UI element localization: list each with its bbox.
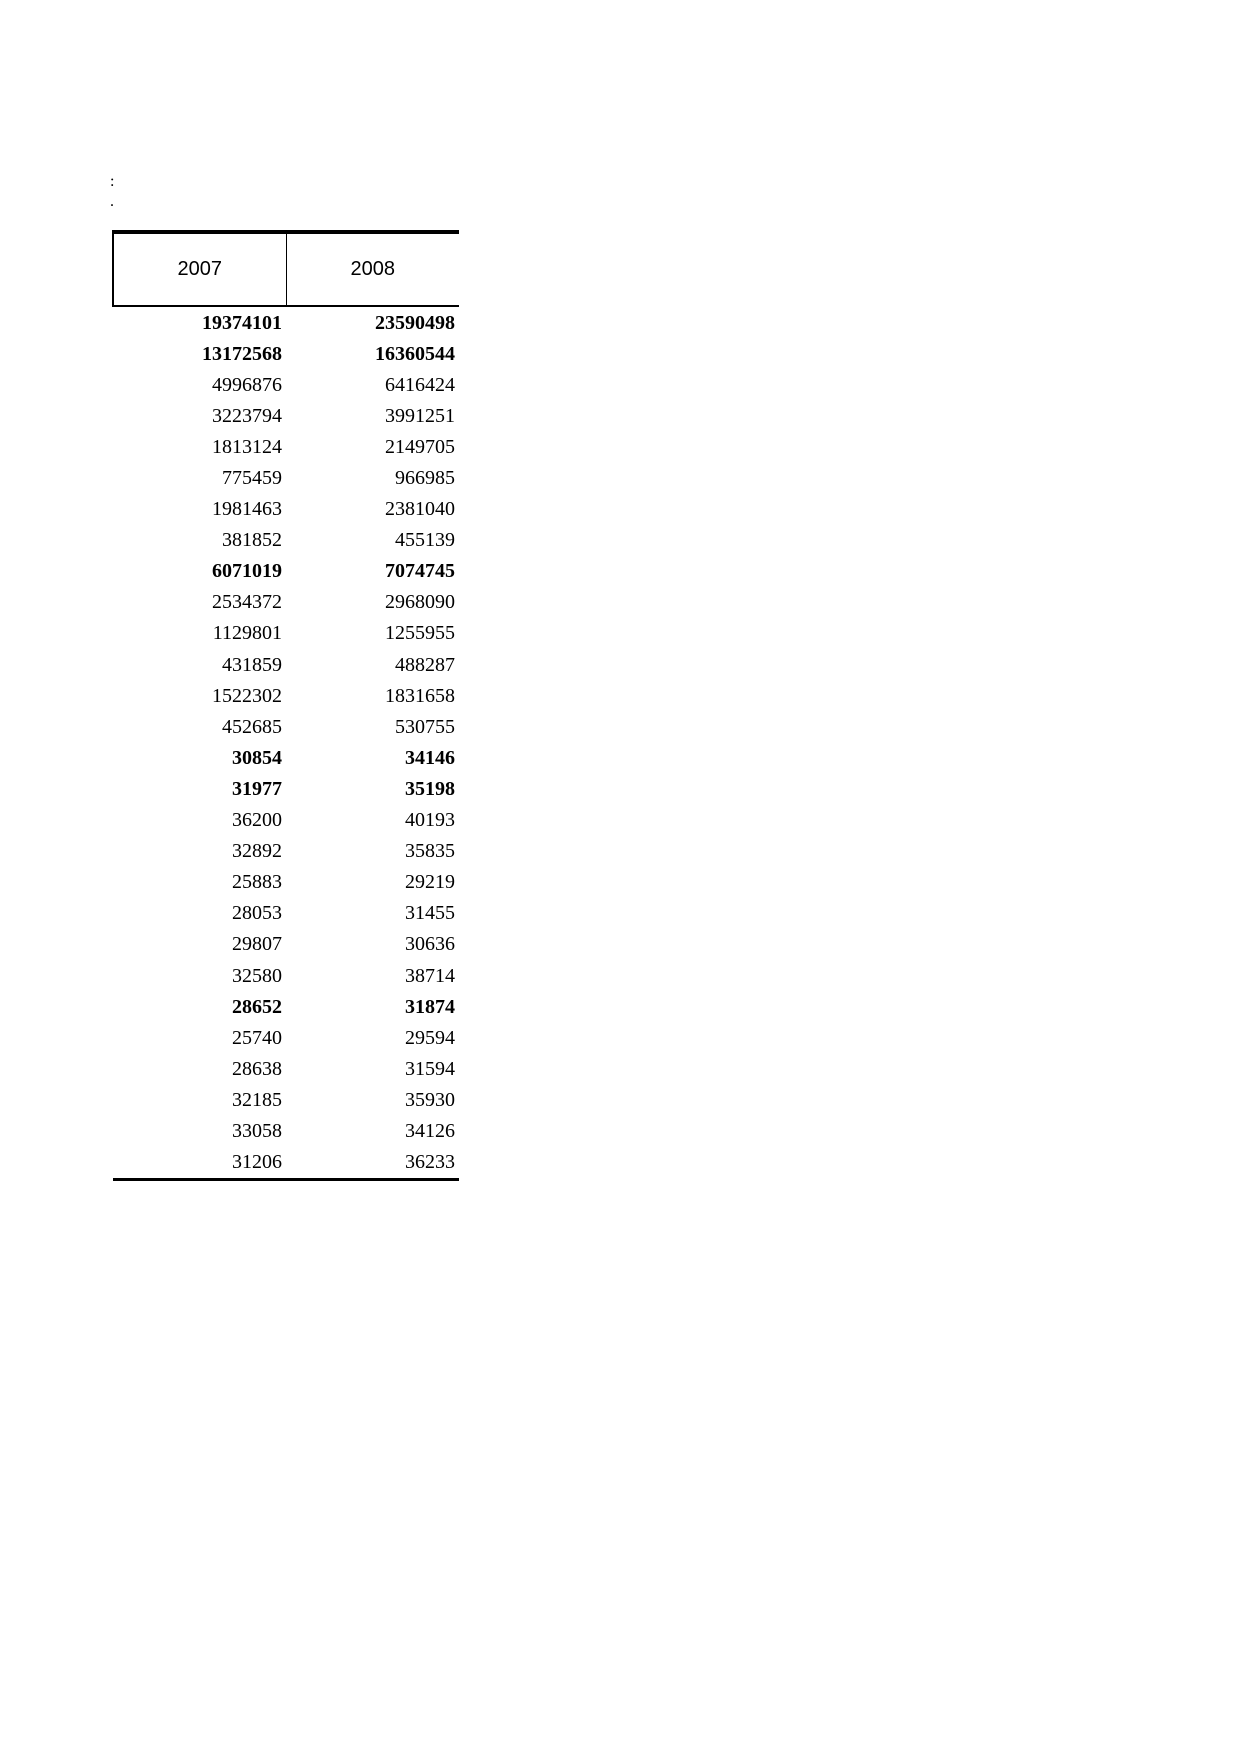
cell-2008: 2381040: [385, 498, 455, 521]
cell-2007: 1813124: [212, 435, 282, 458]
cell-2008: 2968090: [385, 591, 455, 614]
table-row: [113, 711, 459, 742]
cell-2008: 34146: [405, 746, 455, 769]
table-row: [113, 929, 459, 960]
cell-2008: 23590498: [375, 311, 455, 334]
cell-2007: 29807: [232, 933, 282, 956]
cell-2007: 775459: [222, 467, 282, 490]
cell-2007: 1981463: [212, 498, 282, 521]
table-row: [113, 1084, 459, 1115]
table-row: [113, 898, 459, 929]
cell-2008: 2149705: [385, 435, 455, 458]
cell-2008: 31594: [405, 1057, 455, 1080]
table-row: [113, 649, 459, 680]
clipped-glyph: :: [110, 173, 115, 190]
cell-2007: 28638: [232, 1057, 282, 1080]
table-body: [113, 306, 459, 1179]
cell-2007: 2534372: [212, 591, 282, 614]
table-row: [113, 773, 459, 804]
table-row: [113, 400, 459, 431]
cell-2007: 31206: [113, 1147, 286, 1180]
cell-2007: 32185: [232, 1088, 282, 1111]
table-row: [113, 991, 459, 1022]
cell-2007: 33058: [232, 1119, 282, 1142]
cell-2008: 31874: [405, 995, 455, 1018]
clipped-title-fragment: [110, 172, 120, 212]
cell-2007: 32892: [232, 840, 282, 863]
cell-2008: 40193: [405, 809, 455, 832]
column-header-2008: 2008: [286, 232, 459, 306]
cell-2008: 455139: [395, 529, 455, 552]
cell-2008: 36233: [286, 1147, 459, 1180]
cell-2007: 13172568: [202, 342, 282, 365]
cell-2008: 38714: [405, 964, 455, 987]
table-row: [113, 431, 459, 462]
table-row: [113, 306, 459, 338]
cell-2007: 25740: [232, 1026, 282, 1049]
table-row: [113, 1147, 459, 1180]
cell-2007: 6071019: [212, 560, 282, 583]
clipped-glyph: .: [110, 193, 114, 210]
table-row: [113, 587, 459, 618]
cell-2007: 452685: [222, 715, 282, 738]
cell-2007: 28652: [232, 995, 282, 1018]
cell-2007: 3223794: [212, 404, 282, 427]
cell-2008: 31455: [405, 902, 455, 925]
cell-2008: 7074745: [385, 560, 455, 583]
cell-2007: 1129801: [212, 622, 282, 645]
cell-2007: 381852: [222, 529, 282, 552]
cell-2008: 29219: [405, 871, 455, 894]
cell-2007: 431859: [222, 653, 282, 676]
cell-2007: 25883: [232, 871, 282, 894]
cell-2007: 4996876: [212, 373, 282, 396]
table-row: [113, 805, 459, 836]
cell-2008: 6416424: [385, 373, 455, 396]
column-header-2007: 2007: [113, 232, 286, 306]
table-row: [113, 525, 459, 556]
cell-2008: 488287: [395, 653, 455, 676]
table-header: [113, 232, 459, 306]
cell-2007: 36200: [232, 809, 282, 832]
table-row: [113, 960, 459, 991]
table-row: [113, 1022, 459, 1053]
cell-2008: 29594: [405, 1026, 455, 1049]
cell-2008: 1255955: [385, 622, 455, 645]
cell-2008: 3991251: [385, 404, 455, 427]
cell-2007: 32580: [232, 964, 282, 987]
table-row: [113, 1053, 459, 1084]
cell-2008: 1831658: [385, 684, 455, 707]
cell-2008: 16360544: [375, 342, 455, 365]
header-row: [113, 232, 459, 306]
data-table: [112, 230, 459, 1181]
cell-2008: 35930: [405, 1088, 455, 1111]
table-row: [113, 1115, 459, 1146]
cell-2007: 31977: [232, 777, 282, 800]
cell-2007: 30854: [232, 746, 282, 769]
cell-2008: 30636: [405, 933, 455, 956]
cell-2008: 966985: [395, 467, 455, 490]
cell-2008: 35835: [405, 840, 455, 863]
table-row: [113, 618, 459, 649]
cell-2007: 28053: [232, 902, 282, 925]
cell-2007: 1522302: [212, 684, 282, 707]
table-row: [113, 867, 459, 898]
cell-2008: 530755: [395, 715, 455, 738]
table-row: [113, 338, 459, 369]
cell-2008: 34126: [405, 1119, 455, 1142]
table-row: [113, 836, 459, 867]
cell-2008: 35198: [405, 777, 455, 800]
table-row: [113, 556, 459, 587]
table-row: [113, 680, 459, 711]
table-row: [113, 369, 459, 400]
table-row: [113, 462, 459, 493]
table-row: [113, 494, 459, 525]
table-row: [113, 742, 459, 773]
cell-2007: 19374101: [202, 311, 282, 334]
